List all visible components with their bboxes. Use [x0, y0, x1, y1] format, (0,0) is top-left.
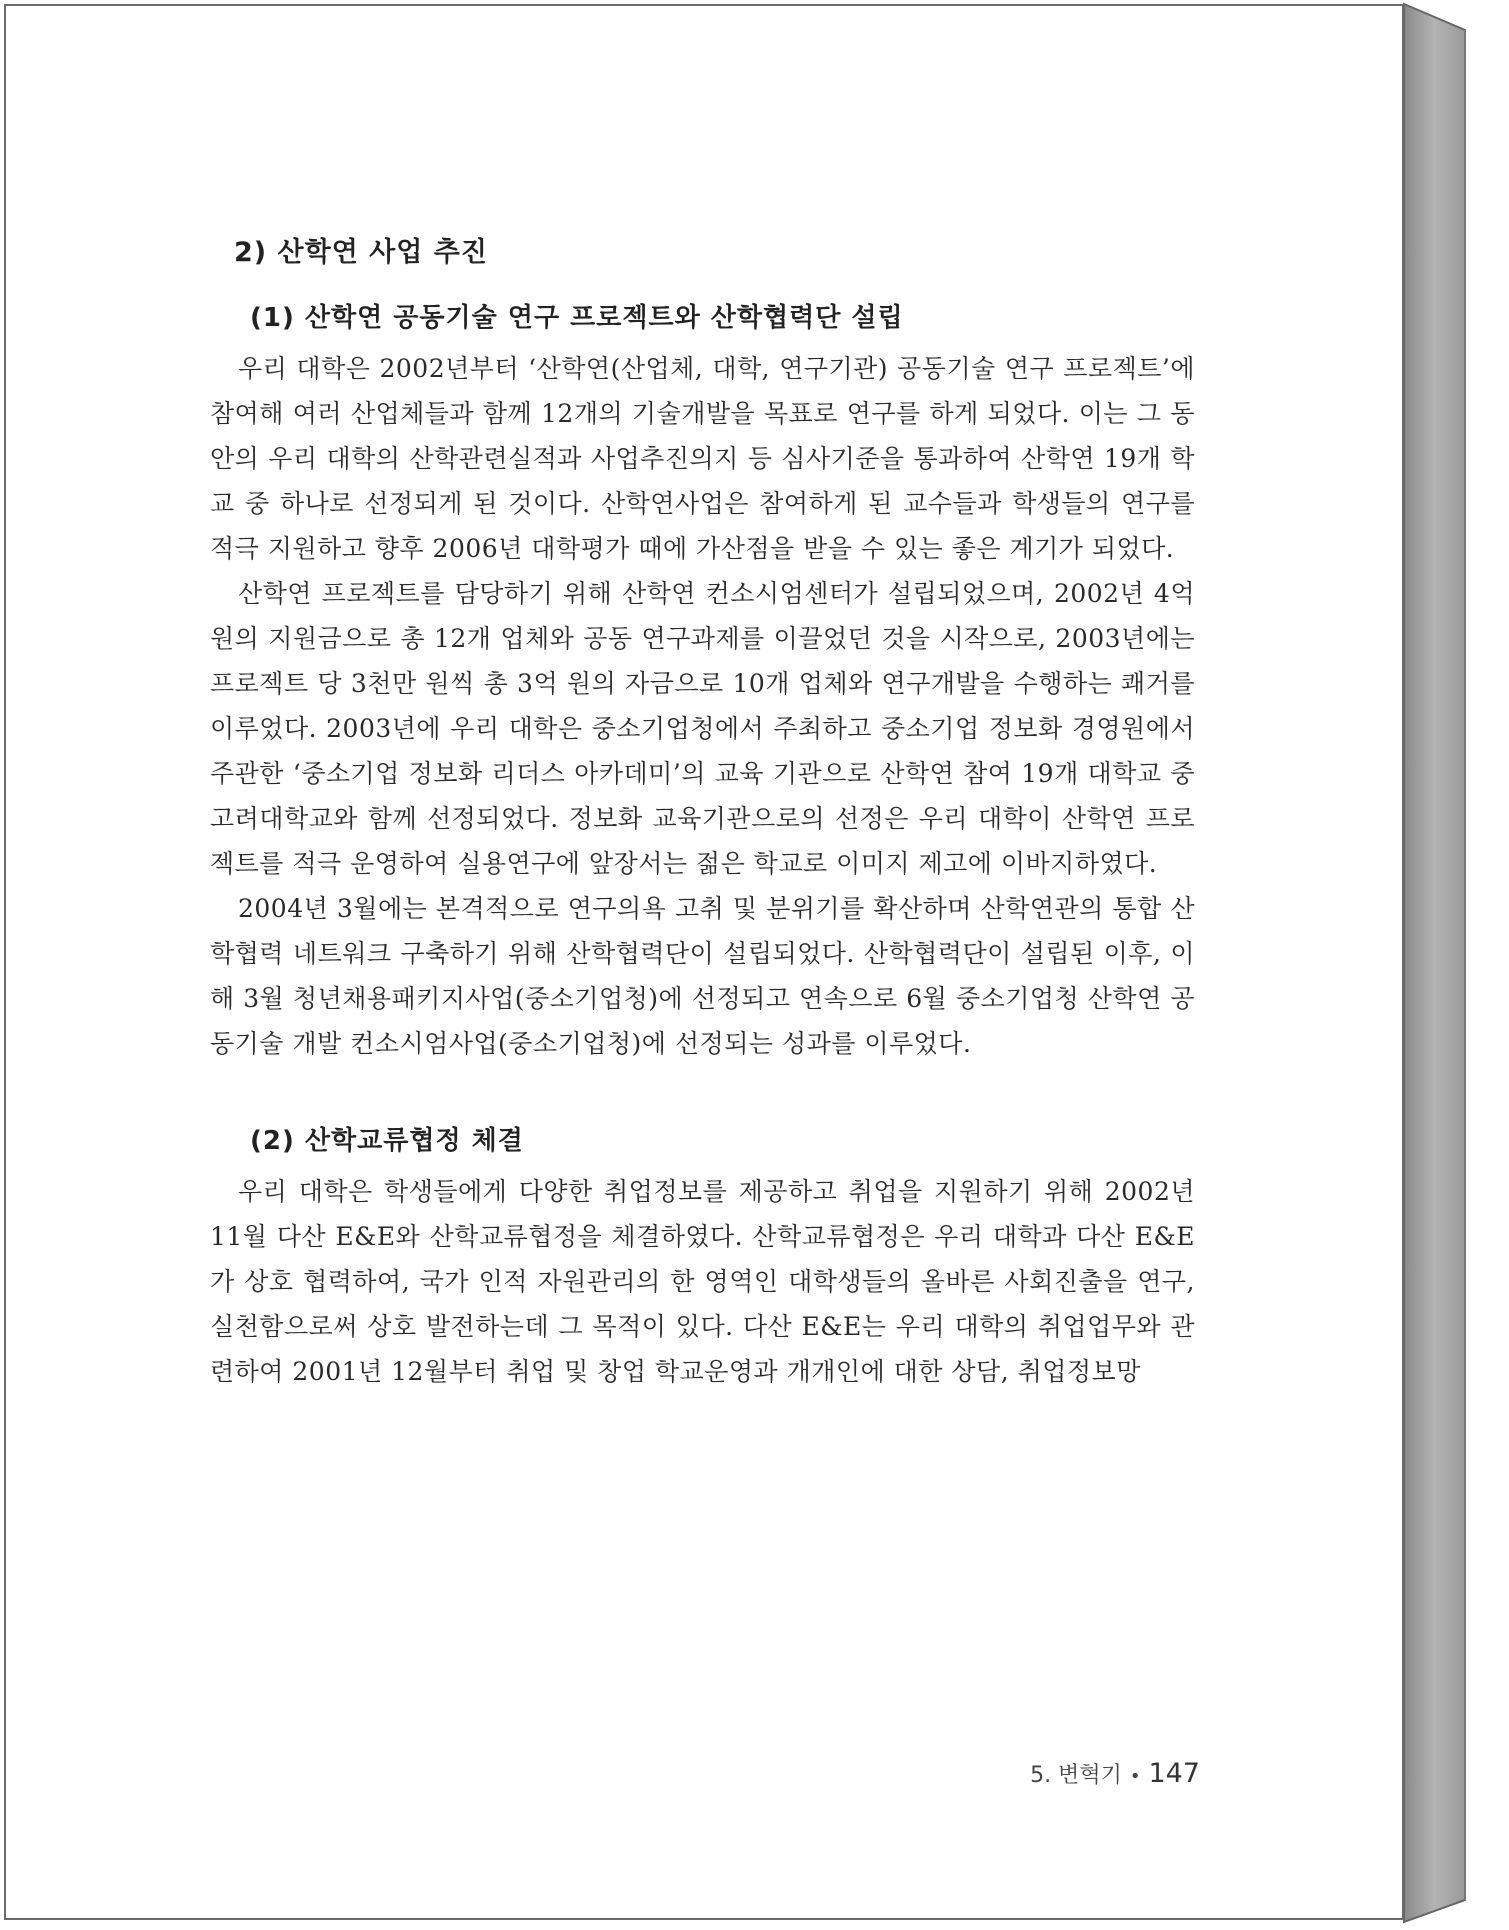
paragraph: 우리 대학은 2002년부터 ‘산학연(산업체, 대학, 연구기관) 공동기술 연구 프로젝트’에 참여해 여러 산업체들과 함께 12개의 기술개발을 목표로 연구를 하게 되었다. 이는 그 동안의 우리 대학의 산학관련실적과 사업추진의지 등 심사기준을 통과하여 산학연 19개 학교 중 하나로 선정되게 된 것이다. 산학연사업은 참여하게 된 교수들과 학생들의 연구를 적극 지원하고 향후 2006년 대학평가 때에 가산점을 받을 수 있는 좋은 계기가 되었다.	[210, 354, 1195, 563]
page-footer	[1020, 1758, 1200, 1789]
book-page-edge	[1395, 0, 1509, 1926]
subsection-2	[210, 1120, 1195, 1394]
page-number: 147	[1148, 1758, 1200, 1789]
footer-bullet: •	[1129, 1766, 1141, 1787]
section-spacer	[210, 1066, 1195, 1120]
page-edge-graphic	[1395, 0, 1509, 1926]
subsection-title: (2) 산학교류협정 체결	[250, 1126, 524, 1156]
chapter-label: 5. 변혁기	[1030, 1763, 1122, 1788]
paragraph: 2004년 3월에는 본격적으로 연구의욕 고취 및 분위기를 확산하며 산학연관의 통합 산학협력 네트워크 구축하기 위해 산학협력단이 설립되었다. 산학협력단이 설립된 이후, 이 해 3월 청년채용패키지사업(중소기업청)에 선정되고 연속으로 6월 중소기업청 산학연 공동기술 개발 컨소시엄사업(중소기업청)에 선정되는 성과를 이루었다.	[210, 894, 1195, 1058]
subsection-title: (1) 산학연 공동기술 연구 프로젝트와 산학협력단 설립	[250, 303, 904, 333]
subsection-1	[210, 297, 1195, 1066]
section-title: 2) 산학연 사업 추진	[234, 237, 488, 268]
page-content	[210, 230, 1195, 1394]
paragraph: 산학연 프로젝트를 담당하기 위해 산학연 컨소시엄센터가 설립되었으며, 2002년 4억 원의 지원금으로 총 12개 업체와 공동 연구과제를 이끌었던 것을 시작으로, 2003년에는 프로젝트 당 3천만 원씩 총 3억 원의 자금으로 10개 업체와 연구개발을 수행하는 쾌거를 이루었다. 2003년에 우리 대학은 중소기업청에서 주최하고 중소기업 정보화 경영원에서 주관한 ‘중소기업 정보화 리더스 아카데미’의 교육 기관으로 산학연 참여 19개 대학교 중 고려대학교와 함께 선정되었다. 정보화 교육기관으로의 선정은 우리 대학이 산학연 프로젝트를 적극 운영하여 실용연구에 앞장서는 젊은 학교로 이미지 제고에 이바지하였다.	[210, 579, 1195, 878]
paragraph: 우리 대학은 학생들에게 다양한 취업정보를 제공하고 취업을 지원하기 위해 2002년 11월 다산 E&E와 산학교류협정을 체결하였다. 산학교류협정은 우리 대학과 다산 E&E가 상호 협력하여, 국가 인적 자원관리의 한 영역인 대학생들의 올바른 사회진출을 연구, 실천함으로써 상호 발전하는데 그 목적이 있다. 다산 E&E는 우리 대학의 취업업무와 관련하여 2001년 12월부터 취업 및 창업 학교운영과 개개인에 대한 상담, 취업정보망	[210, 1177, 1195, 1386]
